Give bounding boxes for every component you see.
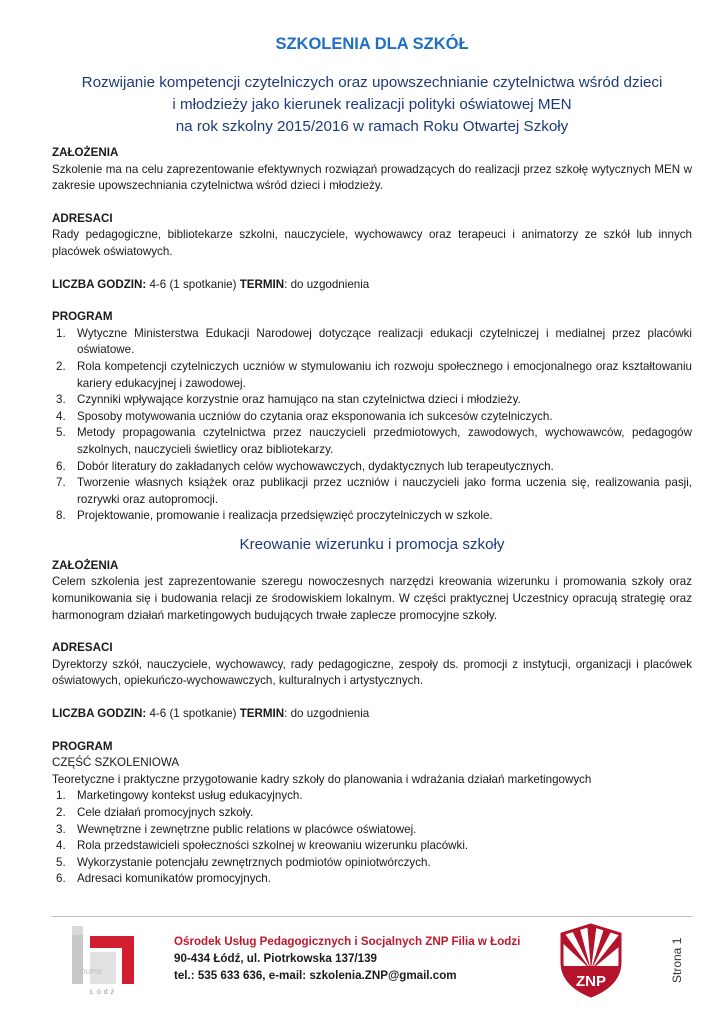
list-item: 1. Marketingowy kontekst usług edukacyjnych. (56, 789, 303, 803)
course-1-zalozenia-text: Szkolenie ma na celu zaprezentowanie efektywnych rozwiązań prowadzących do realizacji przez szkołę wytycznych MEN w zakresie upowszechniania czytelnictwa wśród dzieci i młodzieży. (52, 162, 692, 193)
course-2-part-label: CZĘŚĆ SZKOLENIOWA (52, 756, 180, 770)
course-1 (52, 72, 692, 525)
hours-value: 4-6 (1 spotkanie) (146, 707, 240, 721)
footer-contact-line: tel.: 535 633 636, e-mail: szkolenia.ZNP@gmail.com (174, 969, 457, 983)
list-item: 7. Tworzenie własnych książek oraz publikacji przez uczniów i nauczycieli jako forma uczenia się, realizowania pasji, rozrywki oraz autopromocji. (56, 476, 692, 506)
footer-contact (174, 933, 554, 985)
list-item: 6. Adresaci komunikatów promocyjnych. (56, 872, 271, 886)
list-item: 5. Metody propagowania czytelnictwa przez nauczycieli przedmiotowych, zawodowych, wychowawców, pedagogów szkolnych, nauczycieli świetlicy oraz bibliotekarzy. (56, 426, 692, 456)
logo-left-city: Łódź (90, 989, 118, 996)
footer-org: Ośrodek Usług Pedagogicznych i Socjalnych ZNP Filia w Łodzi (174, 935, 521, 948)
list-item: 2. Cele działań promocyjnych szkoły. (56, 806, 254, 819)
course-1-adresaci-heading: ADRESACI (52, 211, 113, 225)
list-item: 4. Rola przedstawicieli społeczności szkolnej w kreowaniu wizerunku placówki. (56, 839, 469, 853)
list-item: 1. Wytyczne Ministerstwa Edukacji Narodowej dotyczące realizacji edukacji czytelniczej i medialnej przez placówki oświatowe. (56, 326, 692, 357)
course-2-title: Kreowanie wizerunku i promocja szkoły (239, 535, 505, 553)
course-1-title-line: Rozwijanie kompetencji czytelniczych oraz upowszechnianie czytelnictwa wśród dzieci (81, 74, 663, 91)
course-1-title-line: na rok szkolny 2015/2016 w ramach Roku Otwartej Szkoły (175, 118, 569, 135)
course-2-adresaci-heading: ADRESACI (52, 641, 113, 655)
footer-divider (52, 916, 692, 917)
course-1-hours-term (52, 277, 692, 294)
term-value: : do uzgodnienia (284, 707, 370, 721)
course-1-zalozenia-heading: ZAŁOŻENIA (52, 146, 119, 159)
course-2-hours-term (52, 706, 692, 723)
term-label: TERMIN (239, 707, 285, 721)
list-item: 5. Wykorzystanie potencjału zewnętrznych podmiotów opiniotwórczych. (56, 855, 431, 869)
course-2-part-intro: Teoretyczne i praktyczne przygotowanie kadry szkoły do planowania i wdrażania działań marketingowych (52, 772, 592, 786)
course-2-zalozenia-heading: ZAŁOŻENIA (52, 558, 119, 572)
term-label: TERMIN (239, 277, 285, 291)
course-2-program-heading: PROGRAM (52, 739, 113, 753)
oupis-logo-icon (66, 922, 142, 998)
list-item: 4. Sposoby motywowania uczniów do czytania oraz eksponowania ich sukcesów czytelniczych. (56, 409, 553, 423)
list-item: 8. Projektowanie, promowanie i realizacja przedsięwzięć proczytelniczych w szkole. (56, 509, 493, 523)
znp-logo-icon (556, 922, 626, 998)
course-1-program-heading: PROGRAM (52, 310, 113, 324)
hours-value: 4-6 (1 spotkanie) (146, 277, 240, 291)
term-value: : do uzgodnienia (284, 277, 370, 291)
course-1-program-list (52, 326, 692, 525)
logo-left-text: OUPiS (80, 969, 102, 976)
course-2-adresaci-text: Dyrektorzy szkół, nauczyciele, wychowawcy, rady pedagogiczne, zespoły ds. promocji z instytucji, organizacji i placówek oświatowych, opiekuńczo-wychowawczych, kulturalnych i artystycznych. (52, 657, 692, 688)
footer-address: 90-434 Łódź, ul. Piotrkowska 137/139 (174, 952, 377, 966)
znp-logo-text: ZNP (576, 973, 606, 990)
list-item: 3. Czynniki wpływające korzystnie oraz hamująco na stan czytelnictwa dzieci i młodzieży. (56, 393, 521, 407)
course-2 (52, 535, 692, 888)
course-1-title (52, 72, 692, 138)
list-item: 2. Rola kompetencji czytelniczych uczniów w stymulowaniu ich rozwoju społecznego i emocjonalnego oraz kształtowaniu kariery edukacyjnej i zawodowej. (56, 359, 692, 390)
course-2-zalozenia-text: Celem szkolenia jest zaprezentowanie szeregu nowoczesnych narzędzi kreowania wizerunku i promowania szkoły oraz komunikowania się i budowania relacji ze środowiskiem lokalnym. W części praktycznej Uczestnicy opracują strategię oraz harmonogram działań marketingowych budujących trwałe zaplecze promocyjne szkoły. (52, 575, 692, 622)
course-1-title-line: i młodzieży jako kierunek realizacji polityki oświatowej MEN (172, 96, 572, 113)
page-number: Strona 1 (670, 937, 684, 983)
course-2-program-list (52, 788, 692, 888)
hours-label: LICZBA GODZIN: (52, 707, 147, 721)
course-1-adresaci-text: Rady pedagogiczne, bibliotekarze szkolni, nauczyciele, wychowawcy oraz terapeuci i animatorzy ze szkół lub innych placówek oświatowych. (52, 228, 692, 258)
page-title: SZKOLENIA DLA SZKÓŁ (275, 35, 469, 53)
hours-label: LICZBA GODZIN: (52, 277, 147, 291)
document-page (52, 34, 692, 888)
list-item: 6. Dobór literatury do zakładanych celów wychowawczych, dydaktycznych lub terapeutycznych. (56, 459, 554, 473)
list-item: 3. Wewnętrzne i zewnętrzne public relations w placówce oświatowej. (56, 822, 417, 836)
